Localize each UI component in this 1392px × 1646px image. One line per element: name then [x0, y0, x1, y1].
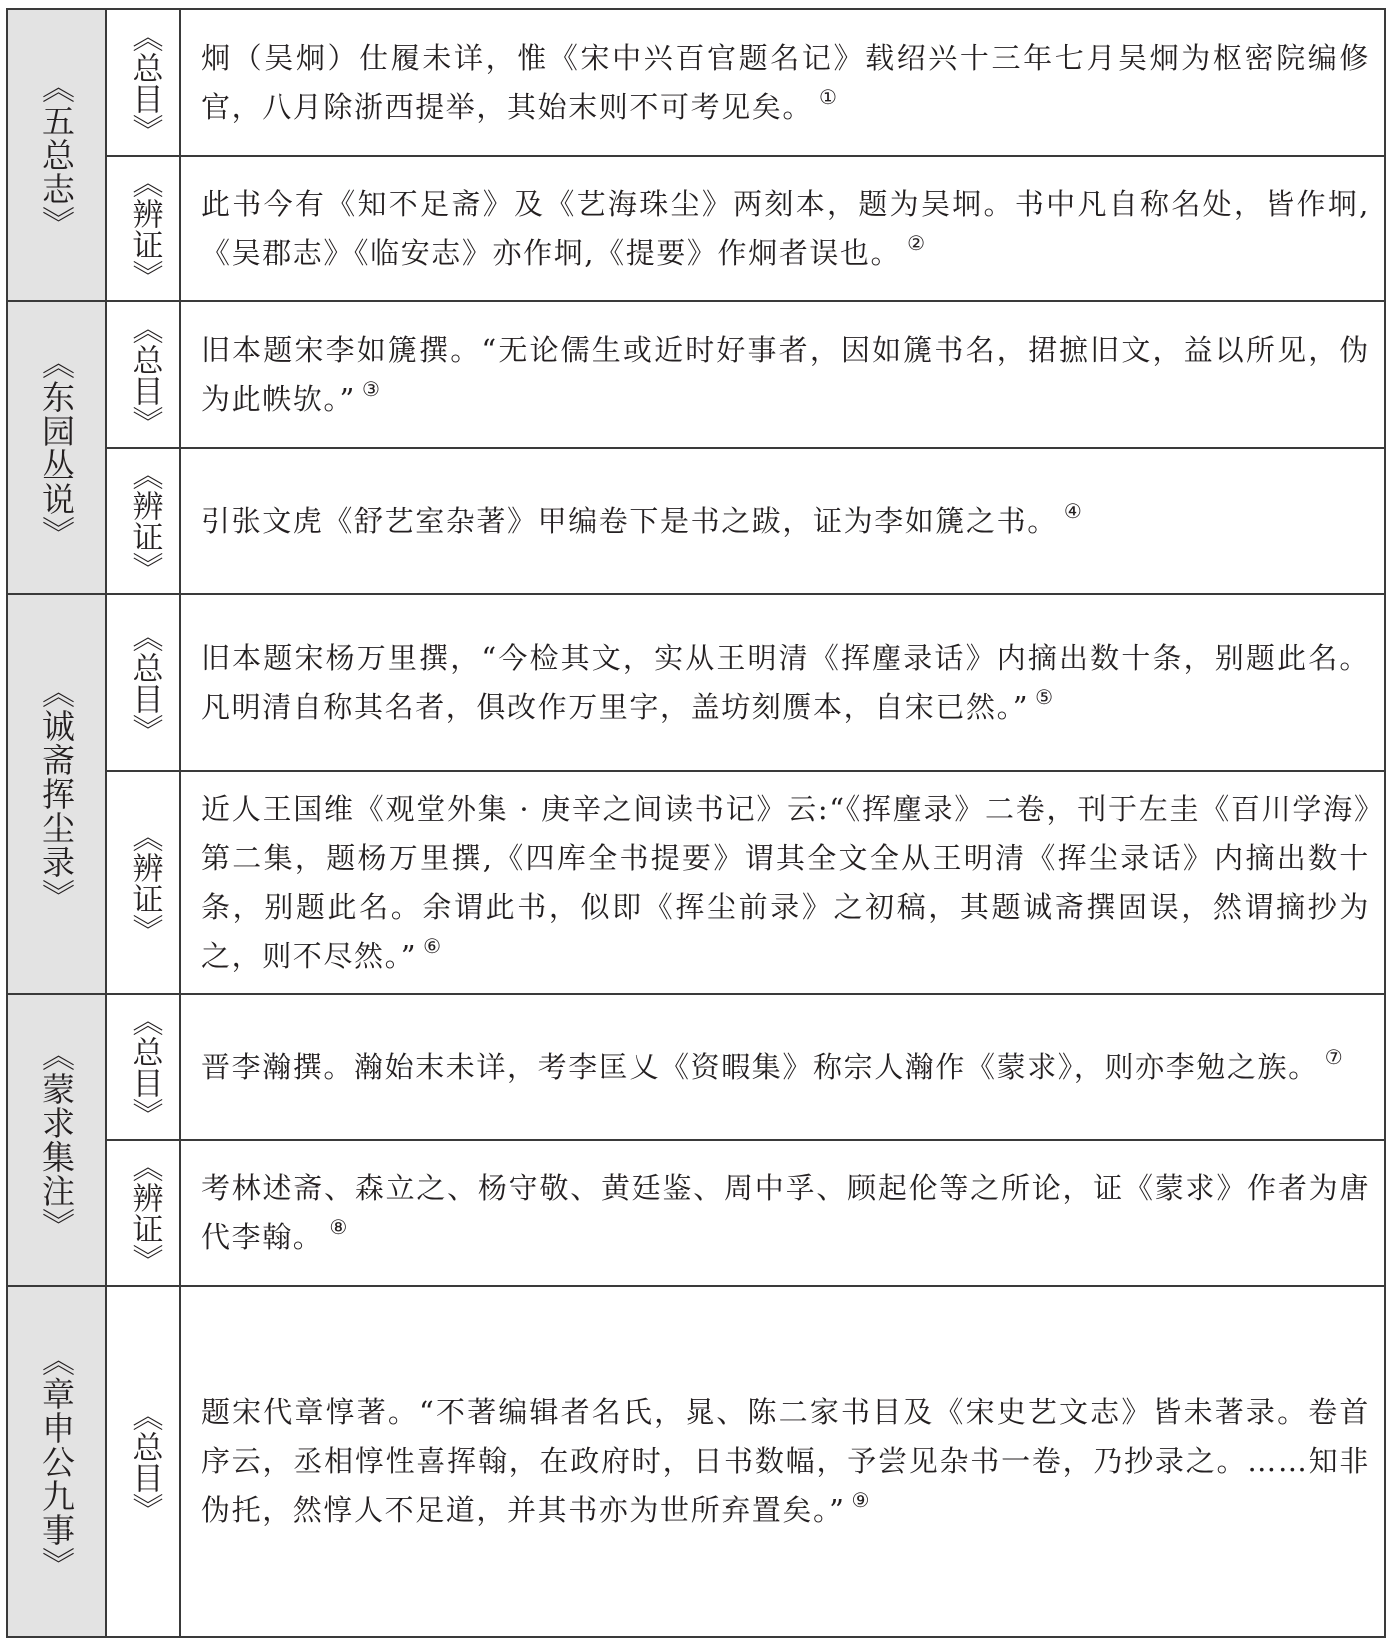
table-frame — [6, 8, 1386, 1638]
source-label: 《辨证》 — [126, 820, 163, 945]
book-title: 《诚斋挥尘录》 — [37, 675, 76, 913]
entry-body: 近人王国维《观堂外集 · 庚辛之间读书记》云:“《挥麈录》二卷，刊于左圭《百川学海》第二集，题杨万里撰,《四库全书提要》谓其全文全从王明清《挥尘录话》内摘出数十条，别题此名。余谓此书，似即《挥尘前录》之初稿，其题诚斋撰固误，然谓摘抄为之，则不尽然。” — [201, 791, 1370, 973]
footnote-marker: ⑨ — [851, 1488, 870, 1512]
book-title: 《东园丛说》 — [37, 345, 76, 550]
entry-body: 此书今有《知不足斋》及《艺海珠尘》两刻本，题为吴坰。书中凡自称名处，皆作坰,《吴郡志》《临安志》亦作坰,《提要》作炯者误也。 — [201, 186, 1370, 270]
entry-text — [201, 180, 1370, 278]
entry-cell — [183, 449, 1384, 593]
footnote-marker: ⑥ — [423, 933, 442, 958]
entry-cell — [183, 772, 1384, 993]
entry-body: 旧本题宋李如篪撰。“无论儒生或近时好事者，因如篪书名，捃摭旧文，益以所见，伪为此帙欤。” — [201, 332, 1370, 416]
entry-body: 旧本题宋杨万里撰，“今检其文，实从王明清《挥麈录话》内摘出数十条，别题此名。凡明清自称其名者，俱改作万里字，盖坊刻赝本，自宋已然。” — [201, 640, 1370, 724]
footnote-marker: ⑤ — [1035, 684, 1054, 709]
book-title: 《章申公九事》 — [37, 1342, 76, 1581]
source-label: 《辨证》 — [126, 459, 163, 583]
source-label: 《总目》 — [126, 620, 163, 745]
entry-text — [201, 1388, 1370, 1535]
footnote-marker: ④ — [1063, 498, 1082, 523]
entry-cell — [183, 995, 1384, 1139]
entry-text — [201, 326, 1370, 424]
book-title: 《蒙求集注》 — [37, 1038, 76, 1242]
entry-cell — [183, 595, 1384, 770]
entry-text — [201, 1043, 1370, 1092]
source-label: 《辨证》 — [126, 1151, 163, 1275]
footnote-marker: ⑦ — [1324, 1044, 1343, 1069]
book-title: 《五总志》 — [37, 70, 76, 240]
footnote-marker: ① — [819, 84, 837, 109]
footnote-marker: ⑧ — [329, 1215, 348, 1239]
entry-text — [201, 785, 1370, 981]
source-label: 《总目》 — [126, 20, 163, 145]
entry-text — [201, 497, 1370, 546]
entry-body: 晋李瀚撰。瀚始末未详，考李匡乂《资暇集》称宗人瀚作《蒙求》，则亦李勉之族。 — [201, 1049, 1319, 1084]
entry-cell — [183, 1287, 1384, 1636]
footnote-marker: ② — [907, 230, 926, 255]
entry-cell — [183, 302, 1384, 447]
entry-cell — [183, 157, 1384, 300]
source-label: 《总目》 — [126, 312, 163, 437]
entry-cell — [183, 1141, 1384, 1285]
entry-cell — [183, 10, 1384, 155]
entry-body: 考林述斋、森立之、杨守敬、黄廷鉴、周中孚、顾起伦等之所论，证《蒙求》作者为唐代李翰。 — [201, 1171, 1370, 1254]
source-label: 《总目》 — [126, 1005, 163, 1129]
entry-body: 引张文虎《舒艺室杂著》甲编卷下是书之跋，证为李如篪之书。 — [201, 503, 1058, 538]
source-label: 《辨证》 — [126, 166, 163, 291]
entry-body: 题宋代章惇著。“不著编辑者名氏，晁、陈二家书目及《宋史艺文志》皆未著录。卷首序云，丞相惇性喜挥翰，在政府时，日书数幅，予尝见杂书一卷，乃抄录之。……知非伪托，然惇人不足道，并其书亦为世所弃置矣。” — [201, 1395, 1370, 1527]
footnote-marker: ③ — [361, 376, 380, 401]
entry-text — [201, 634, 1370, 732]
source-label: 《总目》 — [126, 1399, 163, 1524]
entry-body: 炯（吴炯）仕履未详，惟《宋中兴百官题名记》载绍兴十三年七月吴炯为枢密院编修官，八月除浙西提举，其始末则不可考见矣。 — [201, 40, 1370, 124]
entry-text — [201, 1164, 1370, 1262]
entry-text — [201, 34, 1370, 132]
